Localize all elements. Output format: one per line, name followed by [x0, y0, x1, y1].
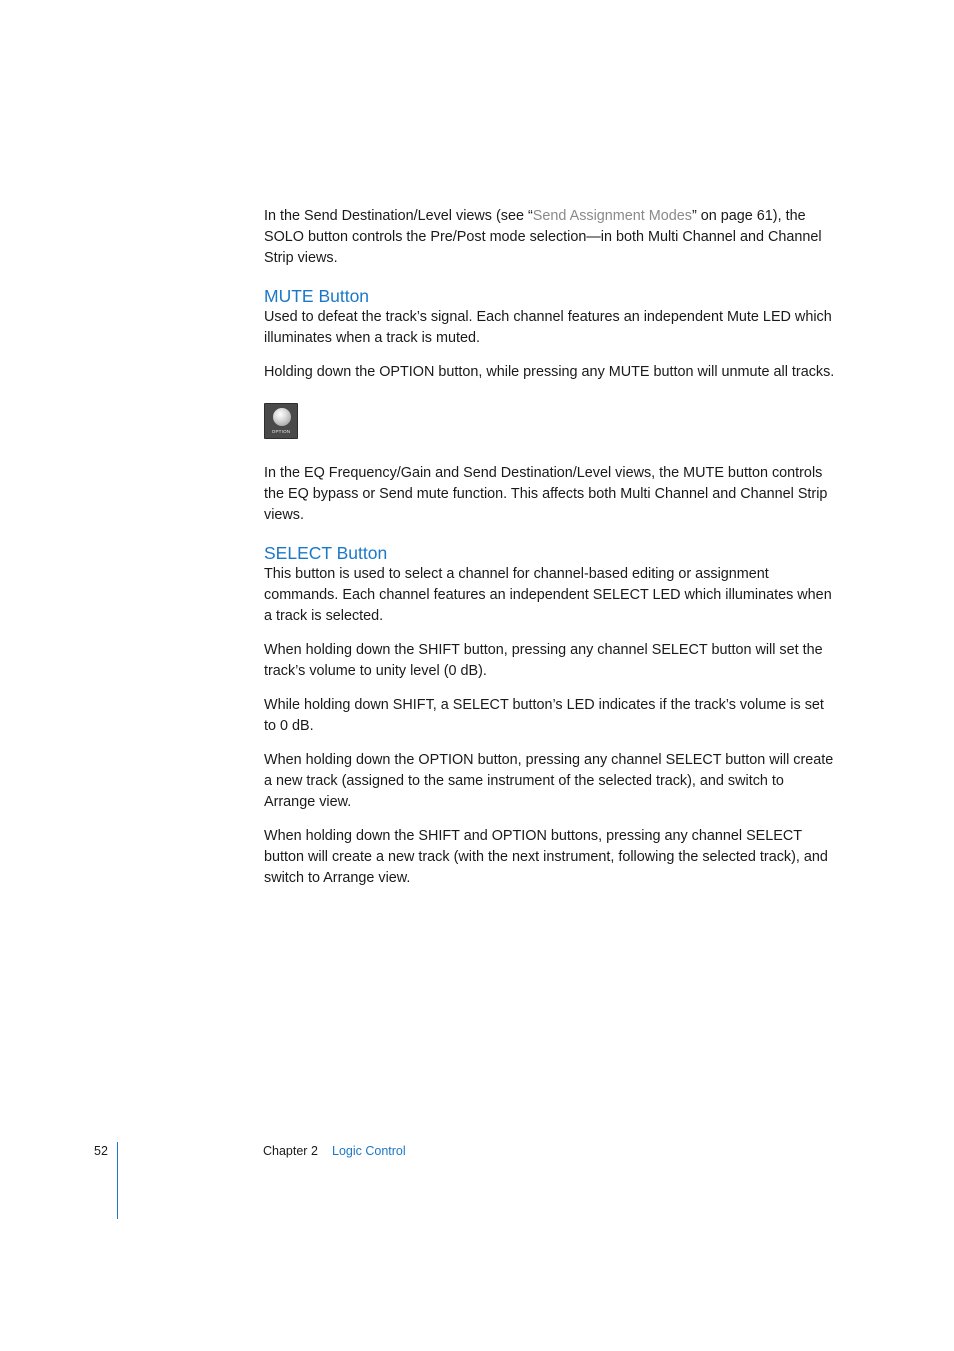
intro-paragraph: [264, 206, 836, 269]
send-assignment-modes-link[interactable]: Send Assignment Modes: [532, 208, 692, 224]
mute-button-heading: MUTE Button: [264, 286, 370, 306]
page-content: [264, 206, 836, 889]
intro-text-start: In the Send Destination/Level views (see “: [264, 208, 533, 224]
select-paragraph-5: When holding down the SHIFT and OPTION buttons, pressing any channel SELECT button will create a new track (with the next instrument, following the selected track), and switch to Arrange view.: [264, 828, 828, 886]
mute-paragraph-2: Holding down the OPTION button, while pressing any MUTE button will unmute all tracks.: [264, 364, 835, 380]
footer-chapter-title: Logic Control: [332, 1144, 406, 1158]
mute-paragraph-1: Used to defeat the track’s signal. Each channel features an independent Mute LED which illuminates when a track is muted.: [264, 309, 832, 346]
option-button-label: OPTION: [271, 429, 291, 434]
select-paragraph-2: When holding down the SHIFT button, pressing any channel SELECT button will set the track’s volume to unity level (0 dB).: [264, 642, 823, 679]
mute-paragraph-3: In the EQ Frequency/Gain and Send Destination/Level views, the MUTE button controls the EQ bypass or Send mute function. This affects both Multi Channel and Channel Strip views.: [264, 465, 828, 523]
intro-text-end: ” on page 61), the SOLO button controls the Pre/Post mode selection—in both Multi Channel and Channel Strip views.: [264, 208, 822, 266]
option-knob-icon: [273, 408, 291, 426]
select-paragraph-3: While holding down SHIFT, a SELECT button’s LED indicates if the track’s volume is set to 0 dB.: [264, 697, 824, 734]
footer-chapter: Chapter 2: [263, 1144, 318, 1158]
page-number: 52: [94, 1144, 108, 1158]
footer-divider: [117, 1142, 118, 1219]
option-button-image: [264, 403, 298, 439]
select-paragraph-4: When holding down the OPTION button, pressing any channel SELECT button will create a new track (assigned to the same instrument of the selected track), and switch to Arrange view.: [264, 752, 834, 810]
select-paragraph-1: This button is used to select a channel for channel-based editing or assignment commands. Each channel features an independent SELECT LED which illuminates when a track is selected.: [264, 566, 832, 624]
select-button-heading: SELECT Button: [264, 543, 388, 563]
